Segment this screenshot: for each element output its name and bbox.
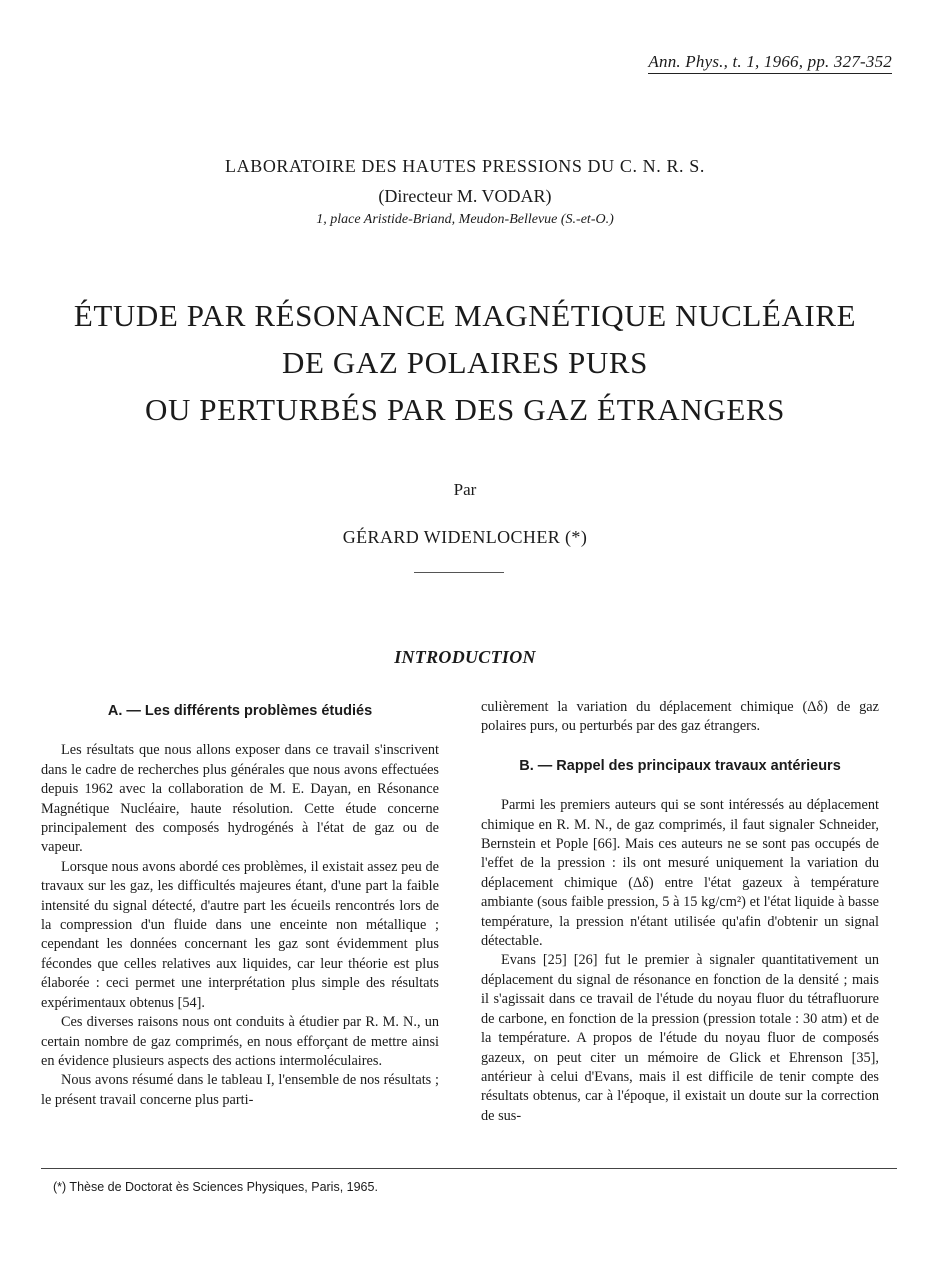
left-column	[41, 698, 439, 1110]
section-a-paragraph-1: Les résultats que nous allons exposer dans ce travail s'inscrivent dans le cadre de recherches plus générales que nous avons effectuées depuis 1962 avec la collaboration de M. E. Dayan, en Résonance Magnétique Nucléaire, haute résolution. Cette étude concerne principalement des composés hydrogénés à l'état de gaz ou de vapeur.	[41, 742, 439, 856]
footnote-divider	[41, 1168, 897, 1169]
author-name: GÉRARD WIDENLOCHER (*)	[342, 527, 588, 547]
title-line-1: ÉTUDE PAR RÉSONANCE MAGNÉTIQUE NUCLÉAIRE	[73, 298, 857, 333]
section-a-paragraph-2: Lorsque nous avons abordé ces problèmes, il existait assez peu de travaux sur les gaz, les difficultés majeures étant, d'une part la faible intensité du signal détecté, d'autre part les écueils rencontrés lors de la compression d'un fluide dans une enceinte non métallique ; cependant les données concernant les gaz sont évidemment plus fécondes que celles relatives aux liquides, car leur théorie est plus élaborée : ceci permet une interprétation plus simple des résultats expérimentaux obtenus [54].	[41, 858, 439, 1011]
section-a-heading: A. — Les différents problèmes étudiés	[107, 703, 373, 719]
right-column	[481, 698, 879, 1126]
section-a-paragraph-3: Ces diverses raisons nous ont conduits à étudier par R. M. N., un certain nombre de gaz comprimés, en nous efforçant de mettre ainsi en évidence plusieurs aspects des actions intermoléculaires.	[41, 1014, 439, 1069]
journal-citation: Ann. Phys., t. 1, 1966, pp. 327-352	[648, 52, 892, 74]
section-b-paragraph-2: Evans [25] [26] fut le premier à signaler quantitativement un déplacement du signal de résonance en fonction de la densité ; mais il s'agissait dans ce travail de l'étude du noyau fluor du tétrafluorure de carbone, en fonction de la pression (pression totale : 30 atm) et de la température. A propos de l'étude du noyau fluor de composés gazeux, on peut citer un mémoire de Glick et Ehrenson [35], antérieur à celui d'Evans, mais il est difficile de tenir compte des résultats obtenus, car à l'époque, il existait un doute sur la correction de sus-	[481, 952, 879, 1124]
section-a-paragraph-4: Nous avons résumé dans le tableau I, l'ensemble de nos résultats ; le présent travail concerne plus parti-	[41, 1072, 439, 1108]
footnote: (*) Thèse de Doctorat ès Sciences Physiques, Paris, 1965.	[53, 1180, 378, 1194]
title-line-2: DE GAZ POLAIRES PURS	[282, 345, 648, 380]
laboratory-address: 1, place Aristide-Briand, Meudon-Bellevue (S.-et-O.)	[316, 212, 614, 227]
director-line: (Directeur M. VODAR)	[378, 186, 552, 206]
paper-title	[0, 292, 930, 433]
introduction-heading: INTRODUCTION	[394, 647, 536, 667]
section-b-heading: B. — Rappel des principaux travaux antérieurs	[519, 757, 841, 774]
section-a-continuation: culièrement la variation du déplacement chimique (Δδ) de gaz polaires purs, ou perturbés par des gaz étrangers.	[481, 699, 879, 735]
title-divider	[414, 572, 504, 573]
byline-par: Par	[453, 480, 477, 499]
title-line-3: OU PERTURBÉS PAR DES GAZ ÉTRANGERS	[144, 392, 786, 427]
section-b-paragraph-1: Parmi les premiers auteurs qui se sont intéressés au déplacement chimique en R. M. N., de gaz comprimés, il faut signaler Schneider, Bernstein et Pople [66]. Mais ces auteurs ne se sont pas occupés de l'effet de la pression : ils ont mesuré uniquement la variation du déplacement chimique (Δδ) entre l'état gazeux à température ambiante (sous faible pression, 5 à 15 kg/cm²) et l'état liquide à basse température, la pression n'étant utilisée qu'afin d'obtenir un signal détectable.	[481, 797, 879, 950]
laboratory-name: LABORATOIRE DES HAUTES PRESSIONS DU C. N. R. S.	[225, 156, 705, 176]
